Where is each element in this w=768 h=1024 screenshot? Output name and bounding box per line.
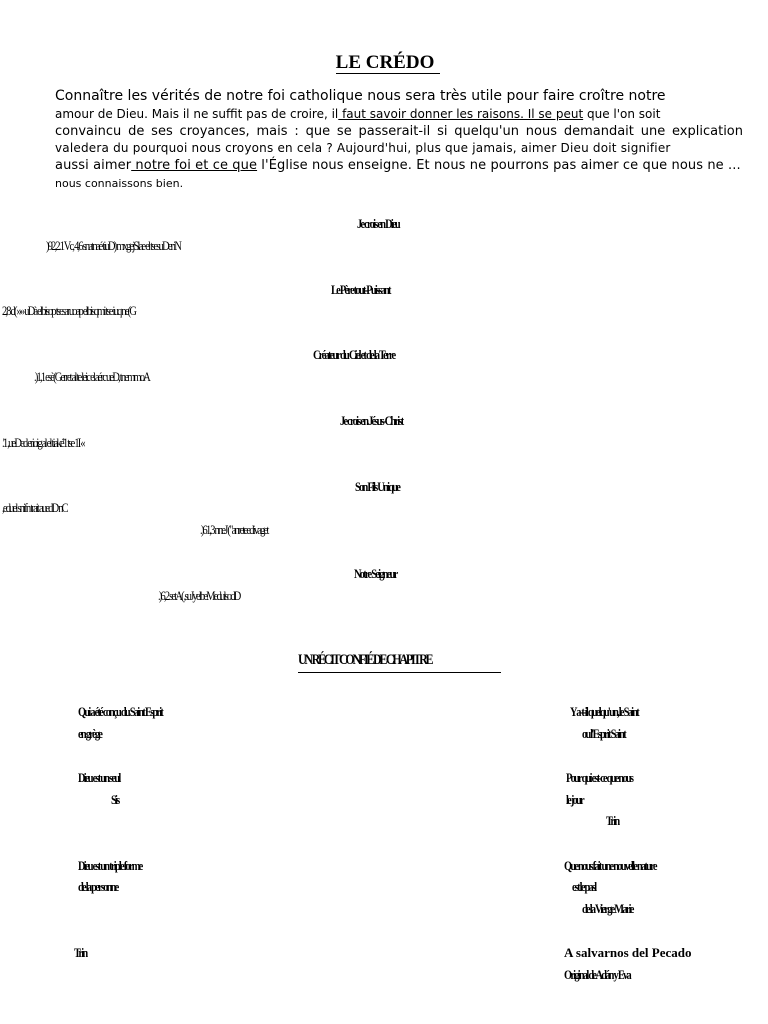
left-item-text: Sis <box>111 792 119 807</box>
intro-paragraph <box>55 88 743 192</box>
intro-line-1: Connaître les vérités de notre foi catholique nous sera très utile pour faire croître notre <box>55 88 666 104</box>
section-text: .)61,3 nneJ ("anreteedivaget <box>200 522 268 537</box>
intro-line-6: nous connaissons bien. <box>55 177 184 190</box>
right-item-text: ou l'Esprit Saint <box>582 726 625 741</box>
intro-line-5-end: l'Église nous enseigne. Et nous ne pourrons pas aimer ce que nous ne ... <box>257 158 741 173</box>
left-item-text: de la personne <box>78 879 118 894</box>
left-item-text: en grège <box>78 726 102 741</box>
right-item-text: de la Vierge Marie <box>582 901 633 916</box>
right-item-text: Pour qui est-ce que nous <box>566 770 633 785</box>
section-heading: Créateur du Ciel et de la Terre <box>313 347 395 362</box>
intro-line-2-start: amour de Dieu. Mais il ne suffit pas de croire, il <box>55 107 339 121</box>
right-item-text: est le pasl <box>572 879 596 894</box>
left-item-text: Qui a été conçu du Saint Esprit <box>78 704 163 719</box>
section-text: ,eduel snifn trait auedD nC <box>2 500 67 515</box>
intro-line-5 <box>55 157 743 174</box>
right-item-text: Trin <box>606 813 619 828</box>
left-item-text: Trin <box>74 945 87 960</box>
intro-line-5-underlined: notre foi et ce que <box>131 158 258 173</box>
right-item-text: Original de Adán y Eva <box>564 967 630 982</box>
right-item-text: A salvarnos del Pecado <box>564 945 692 960</box>
section-text: .)1,1 esè(Gerret al te leic el aérc ueD, tnemmoA <box>34 369 150 384</box>
section-text: .)6,2 setA( ,suJyelbeMedulsodD <box>158 588 240 603</box>
title-text: LE CRÉDO <box>336 52 441 74</box>
intro-line-2-end: que l'on soit <box>583 107 661 121</box>
right-item-text: le jour <box>566 792 583 807</box>
page-title <box>0 52 768 74</box>
intro-line-5-start: aussi aimer <box>55 158 132 173</box>
right-item-text: Y a-t-il quelqu'un, le Saint <box>570 704 638 719</box>
intro-line-3: convaincu de ses croyances, mais : que se passerait-il si quelqu'un nous demandait une explication <box>55 124 743 139</box>
section-heading: Le Père tout-Puissant <box>331 282 390 297</box>
right-item-text: Que nous fait une nouvelle nature <box>564 858 656 873</box>
intro-line-2-underlined: faut savoir donner les raisons. Il se peut <box>338 107 584 121</box>
section-text: 2,8 d( »» uDà elbisop tsesaruoap elbisqmi tse iuq ne(G <box>2 303 136 318</box>
table-heading-text: UN RÉCIT CONFIÉ DE CHAPITRE <box>298 652 432 668</box>
intro-line-2 <box>55 106 743 123</box>
intro-line-4: valedera du pourquoi nous croyons en cela ? Aujourd'hui, plus que jamais, aimer Dieu doit signifier <box>55 141 671 155</box>
section-heading: Je crois en Jésus-Christ <box>340 413 403 428</box>
section-heading: Son Fils Unique <box>355 479 400 494</box>
section-heading: Je crois en Dieu <box>357 216 399 231</box>
left-item-text: Dieu est un seul <box>78 770 120 785</box>
table-heading <box>298 652 501 673</box>
section-text: .'1 ,ueDed erioig al el tiaké'1 tse 1I « <box>2 435 84 450</box>
section-text: )92,2.1 Vc, 4,6 snatnaé tiuD) mxgejSlae el tsesuDer iN <box>46 238 181 253</box>
section-heading: Notre Seigneur <box>354 566 397 581</box>
left-item-text: Dieu est un triple forme <box>78 858 142 873</box>
